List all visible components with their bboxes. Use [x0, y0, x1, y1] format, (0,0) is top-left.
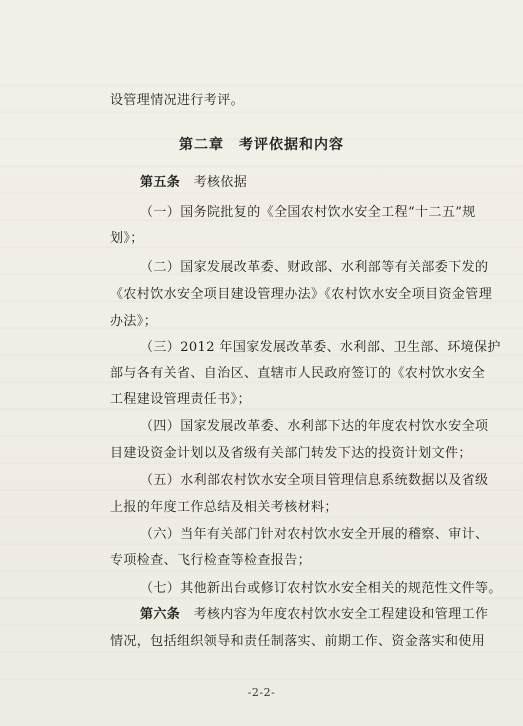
text-line: （六）当年有关部门针对农村饮水安全开展的稽察、审计、 [140, 527, 489, 542]
text-line: 办法》； [110, 314, 158, 329]
article-5-heading [140, 174, 247, 192]
article-6-text: 考核内容为年度农村饮水安全工程建设和管理工作 [180, 607, 489, 622]
text-line: （一）国务院批复的《全国农村饮水安全工程“十二五”规 [140, 205, 476, 220]
chapter-heading: 第二章 考评依据和内容 [179, 137, 344, 153]
text-line: 目建设资金计划以及省级有关部门转发下达的投资计划文件； [110, 446, 472, 461]
text-line: （二）国家发展改革委、财政部、水利部等有关部委下发的 [140, 260, 489, 275]
text-line: 上报的年度工作总结及相关考核材料； [110, 500, 338, 515]
text-line: 《农村饮水安全项目建设管理办法》《农村饮水安全项目资金管理 [110, 287, 493, 302]
text-line: 工程建设管理责任书》； [110, 392, 251, 407]
article-5-number: 第五条 [140, 175, 181, 190]
text-line: 情况，包括组织领导和责任制落实、前期工作、资金落实和使用 [110, 634, 486, 649]
text-line: 部与各有关省、自治区、直辖市人民政府签订的《农村饮水安全 [110, 366, 486, 381]
article-6-number: 第六条 [140, 607, 181, 622]
page-number: -2-2- [247, 686, 276, 699]
text-line: 划》； [110, 231, 144, 246]
text-line: （七）其他新出台或修订农村饮水安全相关的规范性文件等。 [140, 581, 502, 596]
text-line: 设管理情况进行考评。 [110, 93, 245, 108]
text-line: （三）2012 年国家发展改革委、水利部、卫生部、环境保护 [140, 340, 501, 355]
article-6-heading [140, 606, 488, 624]
text-line: 专项检查、飞行检查等检查报告； [110, 553, 312, 568]
article-5-title: 考核依据 [180, 175, 248, 190]
text-line: （五）水利部农村饮水安全项目管理信息系统数据以及省级 [140, 473, 489, 488]
text-line: （四）国家发展改革委、水利部下达的年度农村饮水安全项 [140, 419, 489, 434]
